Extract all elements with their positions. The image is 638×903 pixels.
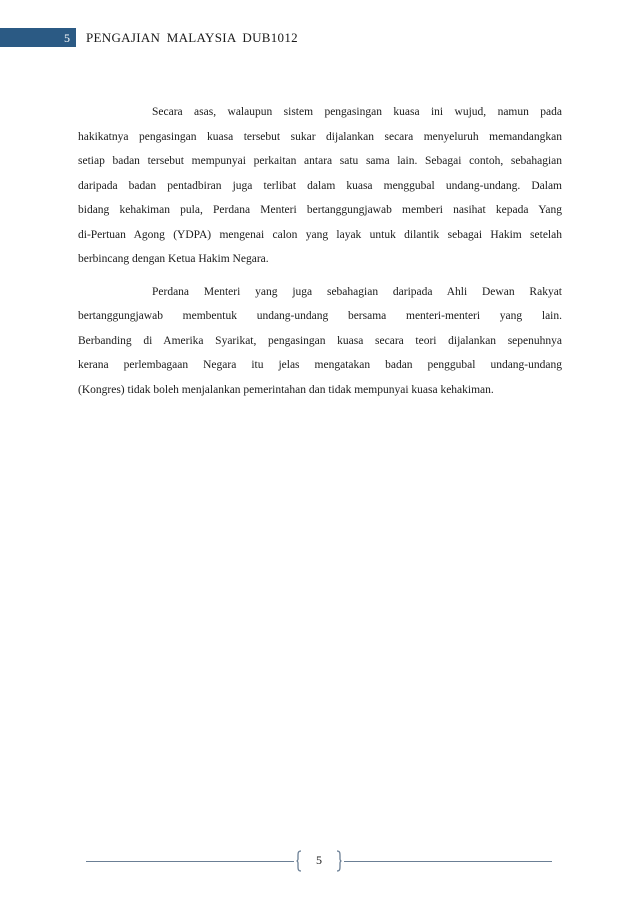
header-page-number: 5 bbox=[64, 31, 70, 45]
paragraph-line: (Kongres) tidak boleh menjalankan pemerintahan dan tidak mempunyai kuasa kehakiman. bbox=[78, 383, 494, 396]
footer-page-number: 5 bbox=[316, 853, 322, 867]
paragraph-line: bidang kehakiman pula, Perdana Menteri bertanggungjawab memberi nasihat kepada Yang bbox=[78, 204, 562, 216]
document-body bbox=[78, 100, 562, 410]
paragraph-line: di-Pertuan Agong (YDPA) mengenai calon yang layak untuk dilantik sebagai Hakim setelah bbox=[78, 228, 562, 241]
footer-bracket-right bbox=[336, 850, 342, 872]
paragraph-line: Berbanding di Amerika Syarikat, pengasingan kuasa secara teori dijalankan sepenuhnya bbox=[78, 334, 562, 347]
footer-rule-right bbox=[344, 861, 552, 862]
footer-bracket-left bbox=[296, 850, 302, 872]
paragraph-line: kerana perlembagaan Negara itu jelas mengatakan badan penggubal undang-undang bbox=[78, 359, 562, 371]
footer-rule-left bbox=[86, 861, 294, 862]
paragraph-line: berbincang dengan Ketua Hakim Negara. bbox=[78, 253, 269, 265]
paragraph-2 bbox=[78, 280, 562, 403]
paragraph-line: setiap badan tersebut mempunyai perkaitan antara satu sama lain. Sebagai contoh, sebahagian bbox=[78, 155, 562, 167]
paragraph-line: Secara asas, walaupun sistem pengasingan kuasa ini wujud, namun pada bbox=[152, 106, 562, 118]
paragraph-1 bbox=[78, 100, 562, 272]
paragraph-line: hakikatnya pengasingan kuasa tersebut sukar dijalankan secara menyeluruh memandangkan bbox=[78, 130, 562, 143]
paragraph-line: Perdana Menteri yang juga sebahagian daripada Ahli Dewan Rakyat bbox=[152, 285, 562, 298]
paragraph-line: daripada badan pentadbiran juga terlibat dalam kuasa menggubal undang-undang. Dalam bbox=[78, 179, 562, 192]
paragraph-line: bertanggungjawab membentuk undang-undang bersama menteri-menteri yang lain. bbox=[78, 310, 562, 322]
header-title: PENGAJIAN MALAYSIA DUB1012 bbox=[86, 30, 298, 45]
